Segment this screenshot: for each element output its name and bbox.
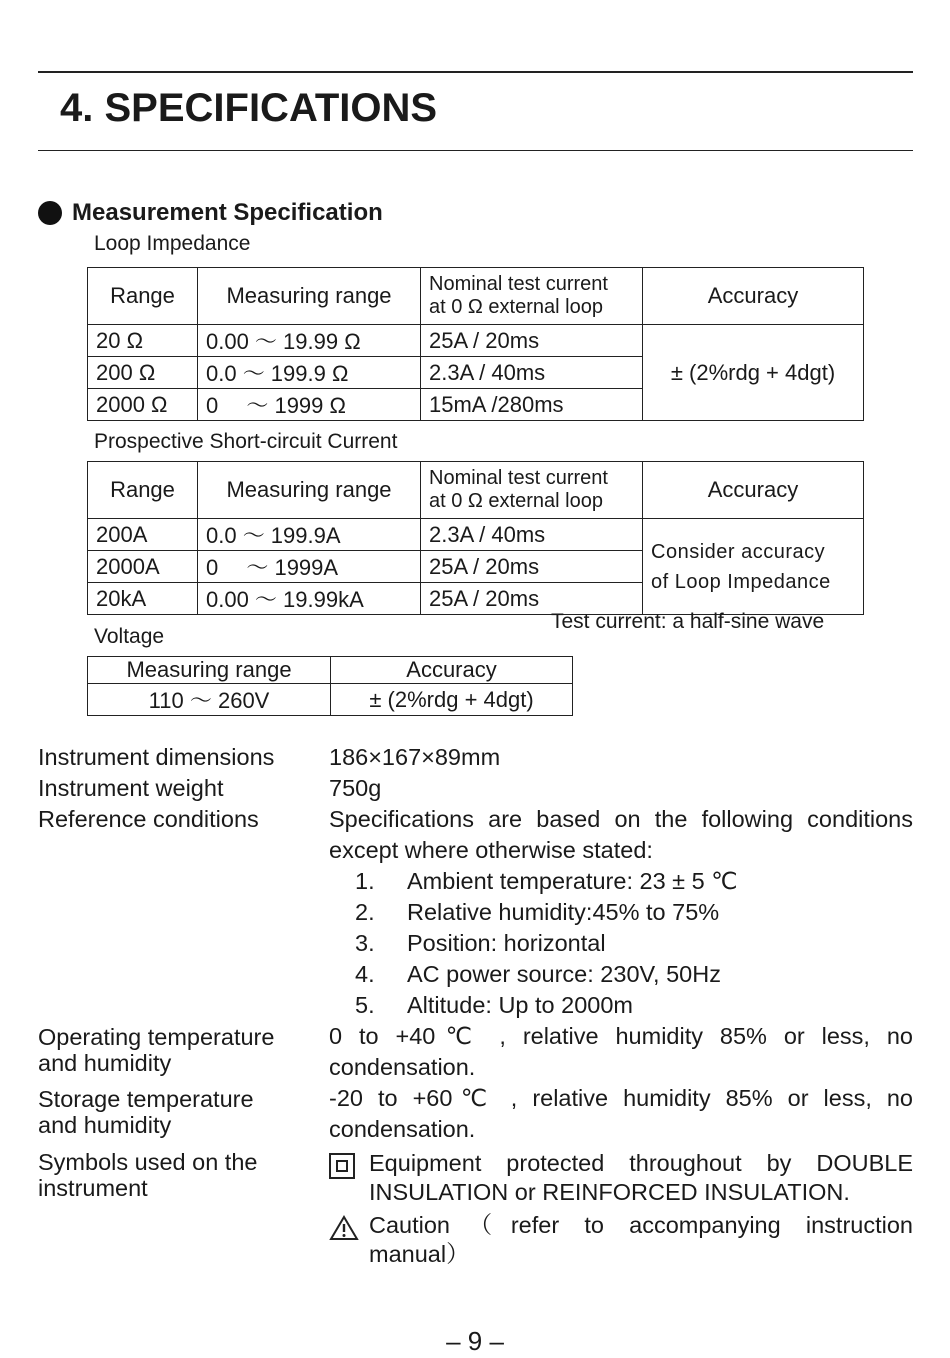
reference-conditions-list	[329, 866, 913, 1021]
table-row: 20kA 0.00 ～ 19.99kA 25A / 20ms	[88, 583, 864, 615]
header-range: Range	[88, 462, 198, 519]
list-item: 2. Relative humidity:45% to 75%	[355, 899, 720, 925]
header-range: Range	[88, 268, 198, 325]
header-accuracy: Accuracy	[643, 462, 864, 519]
page-title: 4. SPECIFICATIONS	[60, 86, 438, 130]
spec-row-dimensions: Instrument dimensions 186×167×89mm	[38, 744, 501, 770]
header-measuring-range: Measuring range	[198, 268, 421, 325]
spec-row-weight: Instrument weight 750g	[38, 775, 382, 801]
spec-row-storage: Storage temperature and humidity -20 to +60℃ , relative humidity 85% or less, no condensation.	[38, 1085, 913, 1142]
symbol-double-insulation: Equipment protected throughout by DOUBLE INSULATION or REINFORCED INSULATION.	[329, 1149, 913, 1207]
header-accuracy: Accuracy	[643, 268, 864, 325]
psc-label: Prospective Short-circuit Current	[94, 430, 398, 453]
table-row: 200 Ω 0.0 ～ 199.9 Ω 2.3A / 40ms	[88, 357, 864, 389]
table-row: 20 Ω 0.00 ～ 19.99 Ω 25A / 20ms ± (2%rdg + 4dgt)	[88, 325, 864, 357]
table-row: 2000A 0 ～ 1999A 25A / 20ms	[88, 551, 864, 583]
table-header-row	[88, 462, 864, 519]
top-rule	[38, 71, 913, 73]
general-specifications	[38, 742, 913, 1269]
title-underline	[38, 150, 913, 151]
symbol-caution: Caution（refer to accompanying instruction manual）	[329, 1211, 913, 1269]
list-item: 4. AC power source: 230V, 50Hz	[355, 961, 721, 987]
table-row: 200A 0.0 ～ 199.9A 2.3A / 40ms Consider accuracy of Loop Impedance	[88, 519, 864, 551]
table-header-row	[88, 268, 864, 325]
list-item: 5. Altitude: Up to 2000m	[355, 992, 633, 1018]
table-row: 110 ～ 260V ± (2%rdg + 4dgt)	[88, 684, 573, 716]
spec-row-operating: Operating temperature and humidity 0 to +40℃ , relative humidity 85% or less, no condensation.	[38, 1023, 913, 1080]
test-current-note: Test current: a half-sine wave	[551, 610, 825, 633]
header-test-current: Nominal test current at 0 Ω external loop	[421, 462, 643, 519]
header-test-current: Nominal test current at 0 Ω external loop	[421, 268, 643, 325]
voltage-table	[87, 656, 573, 716]
loop-impedance-table	[87, 267, 864, 421]
bullet-icon	[38, 201, 62, 225]
list-item: 3. Position: horizontal	[355, 930, 606, 956]
section-heading-text: Measurement Specification	[72, 199, 383, 226]
table-header-row	[88, 657, 573, 684]
list-item: 1. Ambient temperature: 23 ± 5 ℃	[355, 868, 738, 894]
loop-impedance-label: Loop Impedance	[94, 232, 251, 255]
warning-triangle-icon	[329, 1211, 369, 1241]
header-accuracy: Accuracy	[331, 657, 573, 684]
double-insulation-icon	[329, 1153, 355, 1179]
header-measuring-range: Measuring range	[198, 462, 421, 519]
accuracy-cell: Consider accuracy of Loop Impedance	[643, 519, 864, 615]
voltage-label: Voltage	[94, 625, 165, 648]
header-measuring-range: Measuring range	[88, 657, 331, 684]
section-heading	[38, 199, 383, 227]
table-row: 2000 Ω 0 ～ 1999 Ω 15mA /280ms	[88, 389, 864, 421]
spec-row-reference: Reference conditions Specifications are based on the following conditions except where otherwise stated: 1. Ambient temperature: 23 ± 5 ℃ 2. Relative humidity:45% to 75% 3. Position: horizontal 4. AC power source: 230V, 50Hz 5. Altitude: Up to 2000m	[38, 804, 913, 1021]
accuracy-cell: ± (2%rdg + 4dgt)	[643, 325, 864, 421]
reference-intro: Specifications are based on the following conditions except where otherwise stated:	[329, 806, 913, 863]
psc-table	[87, 461, 864, 615]
page-number: – 9 –	[446, 1326, 504, 1356]
spec-row-symbols: Symbols used on the instrument Equipment protected throughout by DOUBLE INSULATION or REINFORCED INSULATION. Caution（refer to accompanying instruction manual）	[38, 1149, 913, 1267]
